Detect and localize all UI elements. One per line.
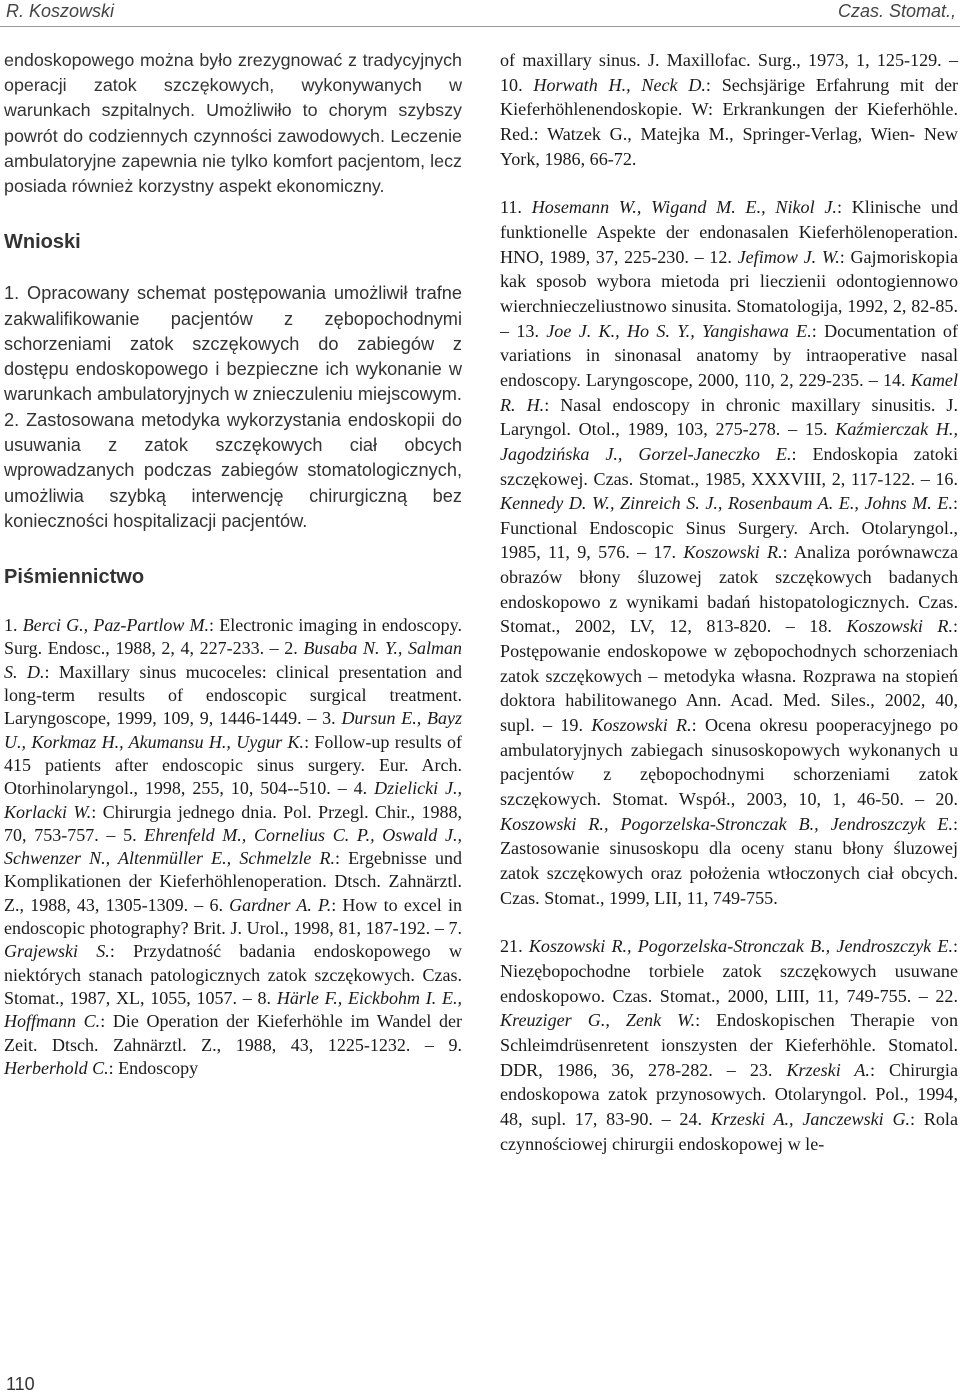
reference-authors: Kamel R. H. bbox=[500, 369, 958, 415]
reference-authors: Koszowski R. bbox=[846, 616, 953, 637]
reference-text: : Follow-up results of 415 patients after endoscopic sinus surgery. Eur. Arch. Otorhinolaryngol., 1998, 255, 10, 504--510. – 4. bbox=[4, 731, 463, 799]
reference-text: : Zastosowanie sinusoskopu dla oceny stanu błony śluzowej zatok szczękowych oraz położenia wtłoczonych ciał obcych. Czas. Stomat., 1999, LII, 11, 749-755. bbox=[500, 813, 958, 908]
reference-authors: Dursun E., Bayz U., Korkmaz H., Akumansu H., Uygur K. bbox=[4, 708, 462, 752]
reference-text: : Analiza porównawcza obrazów błony śluzowej zatok szczękowych badanych endoskopowo z wynikami badań histopatologicznych. Czas. Stomat., 2002, LV, 12, 813-820. – 18. bbox=[500, 542, 958, 637]
reference-text: : Documentation of variations in sinonasal anatomy by intraoperative nasal endoscopy. Laryngoscope, 2000, 110, 2, 229-235. – 14. bbox=[500, 320, 958, 390]
reference-authors: Härle F., Eickbohm I. E., Hoffmann C. bbox=[4, 987, 462, 1032]
reference-authors: Ehrenfeld M., Cornelius C. P., Oswald J., Schwenzer N., Altenmüller E., Schmelzle R. bbox=[4, 824, 462, 869]
left-column bbox=[4, 48, 462, 1080]
reference-authors: Gardner A. P. bbox=[229, 894, 332, 915]
references-left-block bbox=[4, 614, 462, 1080]
reference-text: : Endoskopia zatoki szczękowej. Czas. Stomat., 1985, XXXVIII, 2, 117-122. – 16. bbox=[500, 443, 959, 489]
reference-text: 11. bbox=[500, 197, 532, 218]
reference-authors: Koszowski R. bbox=[683, 542, 783, 563]
reference-text: : Rola czynnościowej chirurgii endoskopowej w le- bbox=[500, 1108, 958, 1154]
reference-authors: Koszowski R., Pogorzelska-Stronczak B., Jendroszczyk E. bbox=[528, 936, 953, 957]
reference-authors: Herberhold C. bbox=[4, 1057, 109, 1078]
reference-text: : Sechsjärige Erfahrung mit der Kieferhöhlenendoskopie. W: Erkrankungen der Kieferhöhle. Red.: Watzek G., Matejka M., Springer-Verlag, Wien- New York, 1986, 66-72. bbox=[500, 74, 959, 169]
reference-text: : Maxillary sinus mucoceles: clinical presentation and long-term results of endoscopic surgical treatment. Laryngoscope, 1999, 109, 9, 1446-1449. – 3. bbox=[4, 661, 463, 729]
reference-text: 1. bbox=[4, 615, 23, 636]
reference-text: : Chirurgia endoskopowa zatok przynosowych. Otolaryngol. Pol., 1994, 48, supl. 17, 83-90. – 24. bbox=[500, 1059, 958, 1129]
reference-text: : How to excel in endoscopic photography? Brit. J. Urol., 1998, 81, 187-192. – 7. bbox=[4, 894, 462, 939]
reference-text: : Niezębopochodne torbiele zatok szczękowych usuwane endoskopowo. Czas. Stomat., 2000, LIII, 11, 749-755. – 22. bbox=[500, 936, 959, 1006]
reference-text: : Chirurgia jednego dnia. Pol. Przegl. Chir., 1988, 70, 753-757. – 5. bbox=[4, 801, 462, 845]
reference-authors: Krzeski A. bbox=[786, 1059, 870, 1080]
reference-text: : Postępowanie endoskopowe w zębopochodnych schorzeniach zatok szczękowych – metodyka własna. Rozprawa na stopień doktora habilitowanego Ann. Acad. Med. Siles., 2002, 40, supl. – 19. bbox=[500, 616, 958, 736]
references-right-block-1 bbox=[500, 48, 958, 171]
header-rule bbox=[0, 26, 960, 27]
references-right-block-3 bbox=[500, 934, 958, 1156]
references-heading: Piśmiennictwo bbox=[4, 566, 145, 589]
reference-text: : Ergebnisse und Komplikationen der Kieferhöhlenoperation. Dtsch. Zahnärztl. Z., 1988, 43, 1305-1309. – 6. bbox=[4, 848, 463, 915]
reference-authors: Krzeski A., Janczewski G. bbox=[710, 1108, 911, 1129]
reference-text: : Die Operation der Kieferhöhle im Wandel der Zeit. Dtsch. Zahnärztl. Z., 1988, 43, 1225-1232. – 9. bbox=[4, 1011, 462, 1055]
conclusion-item-2: 2. Zastosowana metodyka wykorzystania endoskopii do usuwania z zatok szczękowych ciał obcych wprowadzanych podczas zabiegów stomatologicznych, umożliwia szybką interwencję chirurgiczną bez konieczności hospitalizacji pacjentów. bbox=[4, 409, 462, 531]
reference-authors: Busaba N. Y., Salman S. D. bbox=[4, 638, 462, 682]
reference-authors: Kreuziger G., Zenk W. bbox=[500, 1010, 696, 1031]
reference-authors: Koszowski R., Pogorzelska-Stronczak B., Jendroszczyk E. bbox=[500, 813, 953, 834]
reference-text: 21. bbox=[500, 936, 529, 957]
reference-authors: Kaźmierczak H., Jagodzińska J., Gorzel-Janeczko E. bbox=[500, 419, 958, 464]
reference-text: : Ocena okresu pooperacyjnego po ambulatoryjnych zabiegach sinusoskopowych wykonanych u pacjentów z zębopochodnymi schorzeniami zatok szczękowych. Stomat. Współ., 2003, 10, 1, 46-50. – 20. bbox=[500, 715, 959, 810]
reference-text: : Przydatność badania endoskopowego w niektórych stanach patologicznych zatok szczękowych. Czas. Stomat., 1987, XL, 1055, 1057. – 8. bbox=[4, 941, 462, 1008]
reference-authors: Dzielicki J., Korlacki W. bbox=[4, 778, 463, 822]
reference-text: : Nasal endoscopy in chronic maxillary sinusitis. J. Laryngol. Otol., 1989, 103, 275-278. – 15. bbox=[500, 394, 958, 440]
reference-authors: Kennedy D. W., Zinreich S. J., Rosenbaum A. E., Johns M. E. bbox=[500, 493, 953, 514]
reference-authors: Jefimow J. W. bbox=[737, 246, 840, 267]
conclusion-item-1: 1. Opracowany schemat postępowania umożliwił trafne zakwalifikowanie pacjentów z zębopochodnymi schorzeniami zatok szczękowych do zabiegów z dostępu endoskopowego i bezpieczne ich wykonanie w warunkach ambulatoryjnych w znieczuleniu miejscowym. bbox=[4, 283, 462, 405]
intro-paragraph: endoskopowego można było zrezygnować z tradycyjnych operacji zatok szczękowych, wykonywanych w warunkach szpitalnych. Umożliwiło to chorym szybszy powrót do codziennych czynności zawodowych. Leczenie ambulatoryjne zapewnia nie tylko komfort pacjentom, lecz posiada również korzystny aspekt ekonomiczny. bbox=[4, 50, 462, 197]
reference-authors: Hosemann W., Wigand M. E., Nikol J. bbox=[531, 197, 837, 218]
reference-authors: Horwath H., Neck D. bbox=[533, 74, 706, 95]
reference-text: : Gajmoriskopia kak sposob wybora mietoda pri lieczienii odontogiennowo wierchnieczeliustnowo sinusita. Stomatologija, 1992, 2, 82-85. – 13. bbox=[500, 246, 958, 341]
reference-authors: Joe J. K., Ho S. Y., Yangishawa E. bbox=[546, 320, 812, 341]
reference-authors: Berci G., Paz-Partlow M. bbox=[22, 615, 210, 636]
reference-text: of maxillary sinus. J. Maxillofac. Surg., 1973, 1, 125-129. – 10. bbox=[500, 50, 958, 95]
conclusions-heading: Wnioski bbox=[4, 231, 81, 254]
right-column bbox=[500, 48, 958, 1156]
reference-authors: Koszowski R. bbox=[591, 715, 692, 736]
running-header-journal: Czas. Stomat., bbox=[837, 1, 956, 21]
reference-text: : Endoscopy bbox=[108, 1057, 199, 1078]
reference-authors: Grajewski S. bbox=[4, 941, 110, 962]
reference-text: : Endoskopischen Therapie von Schleimdrüsenretent ionszysten der Kieferhöhle. Stomatol. DDR, 1986, 36, 278-282. – 23. bbox=[500, 1010, 958, 1080]
reference-text: : Electronic imaging in endoscopy. Surg. Endosc., 1988, 2, 4, 227-233. – 2. bbox=[4, 615, 463, 659]
reference-text: : Klinische und funktionelle Aspekte der endonasalen Kieferhölenoperation. HNO, 1989, 37, 225-230. – 12. bbox=[500, 197, 958, 267]
reference-text: : Functional Endoscopic Sinus Surgery. Arch. Otolaryngol., 1985, 11, 9, 576. – 17. bbox=[500, 493, 958, 563]
references-right-block-2 bbox=[500, 195, 958, 910]
page-number: 110 bbox=[6, 1374, 35, 1394]
running-header-author: R. Koszowski bbox=[6, 1, 115, 21]
